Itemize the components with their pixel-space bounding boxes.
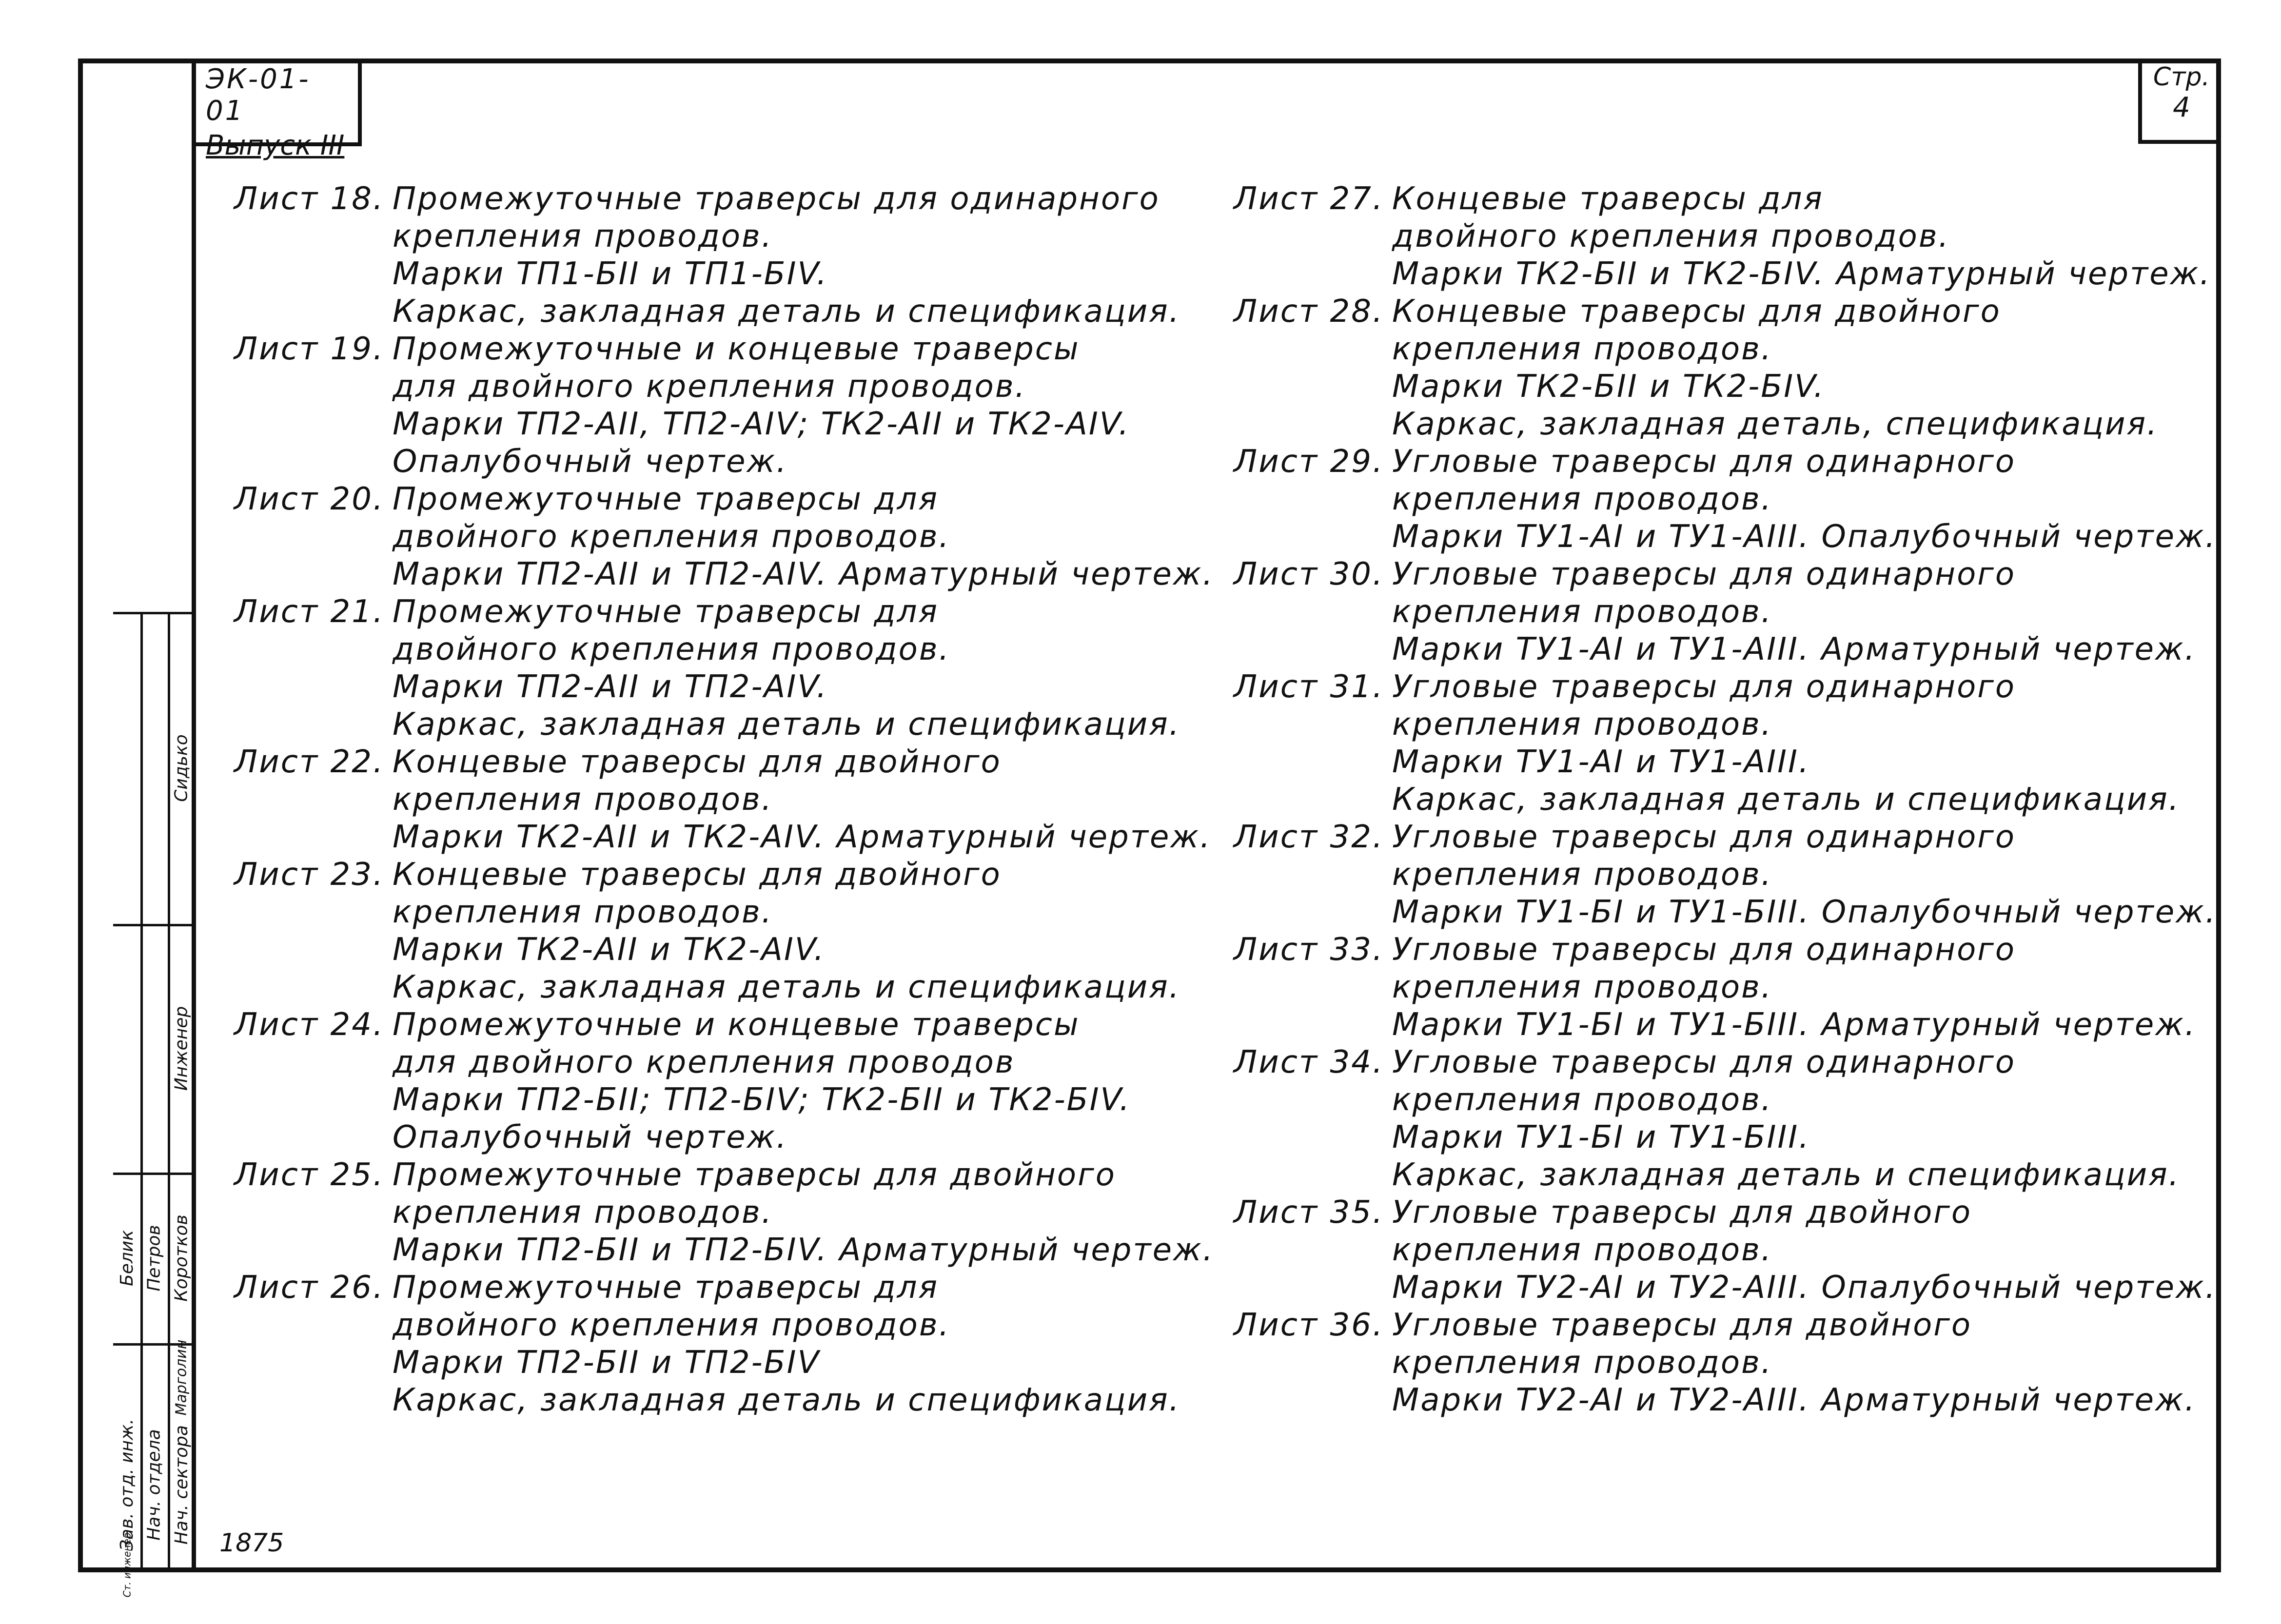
- contents-entry: [234, 593, 1219, 744]
- stamp-position-text: Ст. инженер: [121, 1532, 133, 1598]
- entry-line: крепления проводов.: [1392, 706, 1773, 743]
- stamp-name-text: Белик: [117, 1230, 137, 1286]
- entry-line: Марки ТУ1-БI и ТУ1-БIII. Арматурный чертеж.: [1392, 1007, 2197, 1043]
- sheet-number: Лист 32.: [1234, 819, 1384, 855]
- entry-line: Каркас, закладная деталь и спецификация.: [393, 293, 1180, 330]
- sheet-number: Лист 28.: [1234, 293, 1384, 330]
- entry-line: двойного крепления проводов.: [393, 1307, 950, 1343]
- contents-entry: [1234, 293, 2223, 443]
- entry-line: Марки ТП2-АII и ТП2-АIV. Арматурный чертеж.: [393, 556, 1214, 592]
- stamp-grid: [113, 612, 196, 1598]
- contents-entry: [234, 331, 1219, 481]
- contents-entry: [1234, 1044, 2223, 1194]
- entry-line: Марки ТУ1-БI и ТУ1-БIII. Опалубочный чертеж.: [1392, 894, 2217, 930]
- stamp-position-text: Зав. отд. инж.: [117, 1418, 137, 1551]
- sheet-number: Лист 20.: [234, 481, 385, 517]
- contents-entry: [1234, 819, 2223, 931]
- entry-line: крепления проводов.: [393, 782, 773, 818]
- entry-line: Каркас, закладная деталь и спецификация.: [393, 969, 1180, 1005]
- contents-entry: [234, 180, 1219, 331]
- contents-left-column: [234, 180, 1219, 1419]
- contents-entry: [1234, 443, 2223, 556]
- entry-line: Угловые траверсы для одинарного: [1392, 819, 2016, 855]
- entry-line: Угловые траверсы для двойного: [1392, 1194, 1972, 1231]
- contents-entry: [234, 856, 1219, 1006]
- stamp-name: [140, 1173, 168, 1343]
- stamp-position: [113, 1532, 140, 1598]
- entry-line: крепления проводов.: [1392, 969, 1773, 1005]
- entry-line: Угловые траверсы для одинарного: [1392, 669, 2016, 705]
- sheet-number: Лист 23.: [234, 857, 385, 893]
- entry-line: Марки ТК2-АII и ТК2-АIV. Арматурный чертеж.: [393, 819, 1212, 855]
- entry-line: Марки ТУ1-АI и ТУ1-АIII.: [1392, 744, 1810, 780]
- sheet-number: Лист 31.: [1234, 669, 1384, 705]
- entry-line: Марки ТК2-АII и ТК2-АIV.: [393, 932, 826, 968]
- document-code: ЭК-01-01: [206, 63, 311, 127]
- sheet-number: Лист 25.: [234, 1157, 385, 1193]
- stamp-extra-text: Инженер: [171, 1006, 192, 1091]
- stamp-extra-text: Сидько: [171, 734, 192, 802]
- sheet-number: Лист 35.: [1234, 1194, 1384, 1231]
- sheet-number: Лист 22.: [234, 744, 385, 780]
- sheet-number: Лист 24.: [234, 1007, 385, 1043]
- entry-line: Промежуточные и концевые траверсы: [393, 1007, 1080, 1043]
- contents-entry: [234, 744, 1219, 856]
- entry-line: двойного крепления проводов.: [393, 631, 950, 667]
- entry-line: Промежуточные и концевые траверсы: [393, 331, 1080, 367]
- sheet-number: Лист 19.: [234, 331, 385, 367]
- entry-line: Промежуточные траверсы для: [393, 594, 939, 630]
- contents-entry: [1234, 668, 2223, 819]
- sheet-number: Лист 33.: [1234, 932, 1384, 968]
- entry-line: Марки ТП2-БII; ТП2-БIV; ТК2-БII и ТК2-БIV.: [393, 1082, 1131, 1118]
- contents-entry: [234, 1156, 1219, 1269]
- entry-line: Угловые траверсы для одинарного: [1392, 1044, 2016, 1080]
- entry-line: крепления проводов.: [393, 218, 773, 254]
- entry-line: Концевые траверсы для двойного: [1392, 293, 2001, 330]
- entry-line: крепления проводов.: [1392, 1345, 1773, 1381]
- entry-line: двойного крепления проводов.: [1392, 218, 1950, 254]
- sheet-number: Лист 34.: [1234, 1044, 1384, 1080]
- stamp-name: [168, 1339, 195, 1415]
- sheet-number: Лист 30.: [1234, 556, 1384, 592]
- contents-entry: [1234, 931, 2223, 1044]
- entry-line: Марки ТП2-АII, ТП2-АIV; ТК2-АII и ТК2-АIV.: [393, 406, 1130, 442]
- stamp-position: [140, 1411, 168, 1558]
- entry-line: для двойного крепления проводов.: [393, 369, 1026, 405]
- document-issue: Выпуск III: [206, 130, 345, 161]
- contents-entry: [1234, 1307, 2223, 1419]
- entry-line: Опалубочный чертеж.: [393, 1119, 788, 1155]
- stamp-position-text: Нач. отдела: [144, 1428, 164, 1541]
- entry-line: Каркас, закладная деталь и спецификация.: [1392, 782, 2180, 818]
- contents-right-column: [1234, 180, 2223, 1419]
- stamp-position: [168, 1411, 195, 1558]
- entry-line: Промежуточные траверсы для одинарного: [393, 181, 1160, 217]
- entry-line: Промежуточные траверсы для двойного: [393, 1157, 1116, 1193]
- document-designation: [196, 59, 362, 161]
- contents-entry: [234, 1006, 1219, 1156]
- entry-line: Марки ТУ1-АI и ТУ1-АIII. Арматурный чертеж.: [1392, 631, 2196, 667]
- page-label: Стр.: [2153, 62, 2210, 92]
- sheet-number: Лист 26.: [234, 1270, 385, 1306]
- entry-line: для двойного крепления проводов: [393, 1044, 1015, 1080]
- sheet-number: Лист 27.: [1234, 181, 1384, 217]
- contents-entry: [234, 1269, 1219, 1419]
- entry-line: двойного крепления проводов.: [393, 519, 950, 555]
- entry-line: Марки ТУ1-БI и ТУ1-БIII.: [1392, 1119, 1810, 1155]
- entry-line: Угловые траверсы для одинарного: [1392, 932, 2016, 968]
- contents-entry: [1234, 556, 2223, 668]
- stamp-name-text: Марголин: [173, 1339, 190, 1415]
- entry-line: Угловые траверсы для одинарного: [1392, 444, 2016, 480]
- entry-line: Каркас, закладная деталь и спецификация.: [1392, 1157, 2180, 1193]
- entry-line: Марки ТУ1-АI и ТУ1-АIII. Опалубочный чертеж.: [1392, 519, 2217, 555]
- stamp-name: [113, 1173, 140, 1343]
- contents-entry: [234, 481, 1219, 593]
- entry-line: Марки ТК2-БII и ТК2-БIV. Арматурный чертеж.: [1392, 256, 2211, 292]
- entry-line: Марки ТУ2-АI и ТУ2-АIII. Арматурный чертеж.: [1392, 1382, 2196, 1418]
- sheet-number: Лист 36.: [1234, 1307, 1384, 1343]
- entry-line: крепления проводов.: [1392, 331, 1773, 367]
- entry-line: Промежуточные траверсы для: [393, 481, 939, 517]
- sheet-number: Лист 18.: [234, 181, 385, 217]
- entry-line: Промежуточные траверсы для: [393, 1270, 939, 1306]
- entry-line: Угловые траверсы для двойного: [1392, 1307, 1972, 1343]
- entry-line: крепления проводов.: [1392, 1082, 1773, 1118]
- entry-line: Концевые траверсы для двойного: [393, 744, 1002, 780]
- entry-line: крепления проводов.: [1392, 481, 1773, 517]
- entry-line: крепления проводов.: [1392, 594, 1773, 630]
- page-value: 4: [2173, 92, 2190, 123]
- stamp-extra: [168, 612, 195, 924]
- archive-number: 1875: [219, 1528, 284, 1558]
- contents-entry: [1234, 180, 2223, 293]
- entry-line: крепления проводов.: [393, 1194, 773, 1231]
- stamp-extra: [168, 924, 195, 1173]
- stamp-position-text: Нач. сектора: [171, 1425, 192, 1545]
- entry-line: крепления проводов.: [393, 894, 773, 930]
- entry-line: Опалубочный чертеж.: [393, 444, 788, 480]
- entry-line: Каркас, закладная деталь и спецификация.: [393, 706, 1180, 743]
- entry-line: Марки ТП2-АII и ТП2-АIV.: [393, 669, 828, 705]
- entry-line: Каркас, закладная деталь, спецификация.: [1392, 406, 2159, 442]
- stamp-name-text: Коротков: [171, 1214, 192, 1302]
- stamp-name-text: Петров: [144, 1224, 164, 1291]
- entry-line: Концевые траверсы для двойного: [393, 857, 1002, 893]
- entry-line: Марки ТК2-БII и ТК2-БIV.: [1392, 369, 1825, 405]
- entry-line: Каркас, закладная деталь и спецификация.: [393, 1382, 1180, 1418]
- contents-entry: [1234, 1194, 2223, 1307]
- entry-line: крепления проводов.: [1392, 857, 1773, 893]
- title-stamp-strip: [113, 59, 196, 1598]
- entry-line: Концевые траверсы для: [1392, 181, 1824, 217]
- page-box: [2138, 59, 2221, 144]
- stamp-name: [168, 1173, 195, 1343]
- entry-line: крепления проводов.: [1392, 1232, 1773, 1268]
- entry-line: Угловые траверсы для одинарного: [1392, 556, 2016, 592]
- entry-line: Марки ТУ2-АI и ТУ2-АIII. Опалубочный чертеж.: [1392, 1270, 2217, 1306]
- entry-line: Марки ТП2-БII и ТП2-БIV. Арматурный чертеж.: [393, 1232, 1215, 1268]
- sheet-number: Лист 21.: [234, 594, 385, 630]
- entry-line: Марки ТП1-БII и ТП1-БIV.: [393, 256, 828, 292]
- sheet-number: Лист 29.: [1234, 444, 1384, 480]
- entry-line: Марки ТП2-БII и ТП2-БIV: [393, 1345, 821, 1381]
